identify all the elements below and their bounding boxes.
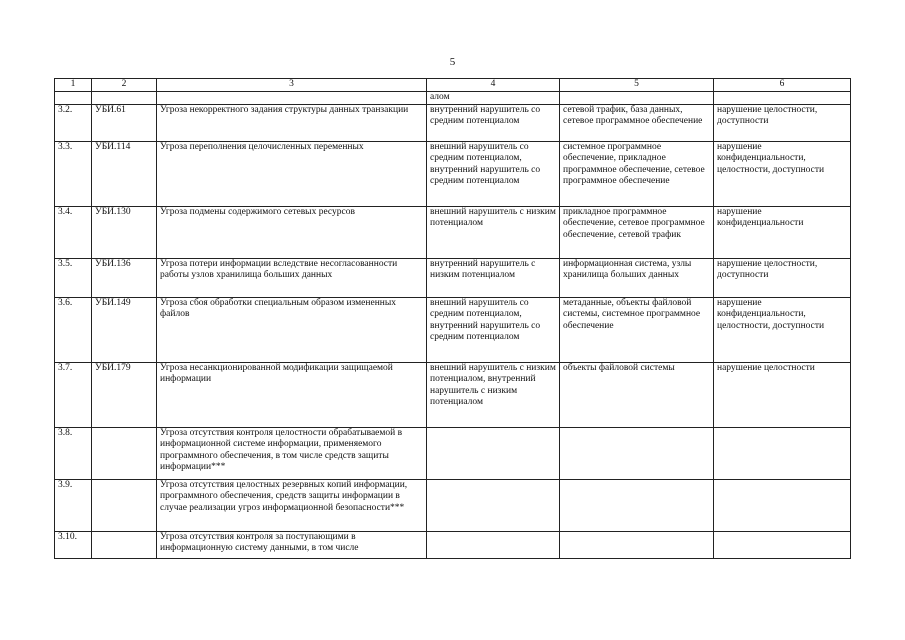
header-cell: 1 — [55, 79, 92, 92]
consequence: нарушение целостности, доступности — [714, 258, 851, 297]
threat-description: Угроза переполнения целочисленных переменных — [157, 141, 427, 206]
table-cell — [560, 92, 714, 105]
threat-description: Угроза сбоя обработки специальным образом измененных файлов — [157, 297, 427, 362]
consequence: нарушение конфиденциальности, целостности, доступности — [714, 141, 851, 206]
threat-description: Угроза отсутствия целостных резервных копий информации, программного обеспечения, средств защиты информации в случае реализации угроз информационной безопасности*** — [157, 479, 427, 531]
table-row — [55, 104, 851, 141]
violator: внешний нарушитель со средним потенциалом, внутренний нарушитель со средним потенциалом — [427, 141, 560, 206]
row-number: 3.7. — [55, 362, 92, 427]
table-row — [55, 531, 851, 558]
row-number: 3.10. — [55, 531, 92, 558]
consequence — [714, 427, 851, 479]
header-row — [55, 79, 851, 92]
violator — [427, 479, 560, 531]
impact-object: информационная система, узлы хранилища больших данных — [560, 258, 714, 297]
table-row — [55, 206, 851, 258]
table-cell — [714, 92, 851, 105]
consequence: нарушение конфиденциальности, целостности, доступности — [714, 297, 851, 362]
consequence: нарушение целостности, доступности — [714, 104, 851, 141]
threat-description: Угроза некорректного задания структуры данных транзакции — [157, 104, 427, 141]
row-number: 3.3. — [55, 141, 92, 206]
violator: внешний нарушитель с низким потенциалом — [427, 206, 560, 258]
violator: внутренний нарушитель с низким потенциалом — [427, 258, 560, 297]
threat-code — [92, 427, 157, 479]
consequence — [714, 531, 851, 558]
threat-code: УБИ.61 — [92, 104, 157, 141]
continuation-row — [55, 92, 851, 105]
page-number: 5 — [449, 56, 456, 68]
row-number: 3.4. — [55, 206, 92, 258]
violator: внутренний нарушитель со средним потенциалом — [427, 104, 560, 141]
threat-description: Угроза отсутствия контроля за поступающими в информационную систему данными, в том числе — [157, 531, 427, 558]
row-number: 3.8. — [55, 427, 92, 479]
violator: внешний нарушитель со средним потенциалом, внутренний нарушитель со средним потенциалом — [427, 297, 560, 362]
threat-description: Угроза отсутствия контроля целостности обрабатываемой в информационной системе информации, применяемого программного обеспечения, в том числе средств защиты информации*** — [157, 427, 427, 479]
table-row — [55, 297, 851, 362]
violator: внешний нарушитель с низким потенциалом, внутренний нарушитель с низким потенциалом — [427, 362, 560, 427]
violator — [427, 531, 560, 558]
impact-object — [560, 531, 714, 558]
table-row — [55, 141, 851, 206]
threat-code — [92, 531, 157, 558]
consequence — [714, 479, 851, 531]
table-row — [55, 362, 851, 427]
threat-description: Угроза несанкционированной модификации защищаемой информации — [157, 362, 427, 427]
row-number: 3.5. — [55, 258, 92, 297]
threat-code: УБИ.130 — [92, 206, 157, 258]
impact-object: прикладное программное обеспечение, сетевое программное обеспечение, сетевой трафик — [560, 206, 714, 258]
consequence: нарушение конфиденциальности — [714, 206, 851, 258]
impact-object — [560, 479, 714, 531]
threat-description: Угроза подмены содержимого сетевых ресурсов — [157, 206, 427, 258]
threat-code: УБИ.114 — [92, 141, 157, 206]
table-cell — [92, 92, 157, 105]
table-row — [55, 258, 851, 297]
impact-object: системное программное обеспечение, прикладное программное обеспечение, сетевое программное обеспечение — [560, 141, 714, 206]
threat-description: Угроза потери информации вследствие несогласованности работы узлов хранилища больших данных — [157, 258, 427, 297]
row-number: 3.6. — [55, 297, 92, 362]
row-number: 3.9. — [55, 479, 92, 531]
impact-object: метаданные, объекты файловой системы, системное программное обеспечение — [560, 297, 714, 362]
violator — [427, 427, 560, 479]
table-row — [55, 479, 851, 531]
table-cell: алом — [427, 92, 560, 105]
table-cell — [157, 92, 427, 105]
impact-object: объекты файловой системы — [560, 362, 714, 427]
impact-object — [560, 427, 714, 479]
threat-table — [54, 78, 851, 559]
table-cell — [55, 92, 92, 105]
header-cell: 6 — [714, 79, 851, 92]
row-number: 3.2. — [55, 104, 92, 141]
threat-code: УБИ.149 — [92, 297, 157, 362]
threat-code: УБИ.179 — [92, 362, 157, 427]
header-cell: 5 — [560, 79, 714, 92]
table-row — [55, 427, 851, 479]
header-cell: 3 — [157, 79, 427, 92]
impact-object: сетевой трафик, база данных, сетевое программное обеспечение — [560, 104, 714, 141]
header-cell: 2 — [92, 79, 157, 92]
header-cell: 4 — [427, 79, 560, 92]
threat-code — [92, 479, 157, 531]
threat-code: УБИ.136 — [92, 258, 157, 297]
consequence: нарушение целостности — [714, 362, 851, 427]
